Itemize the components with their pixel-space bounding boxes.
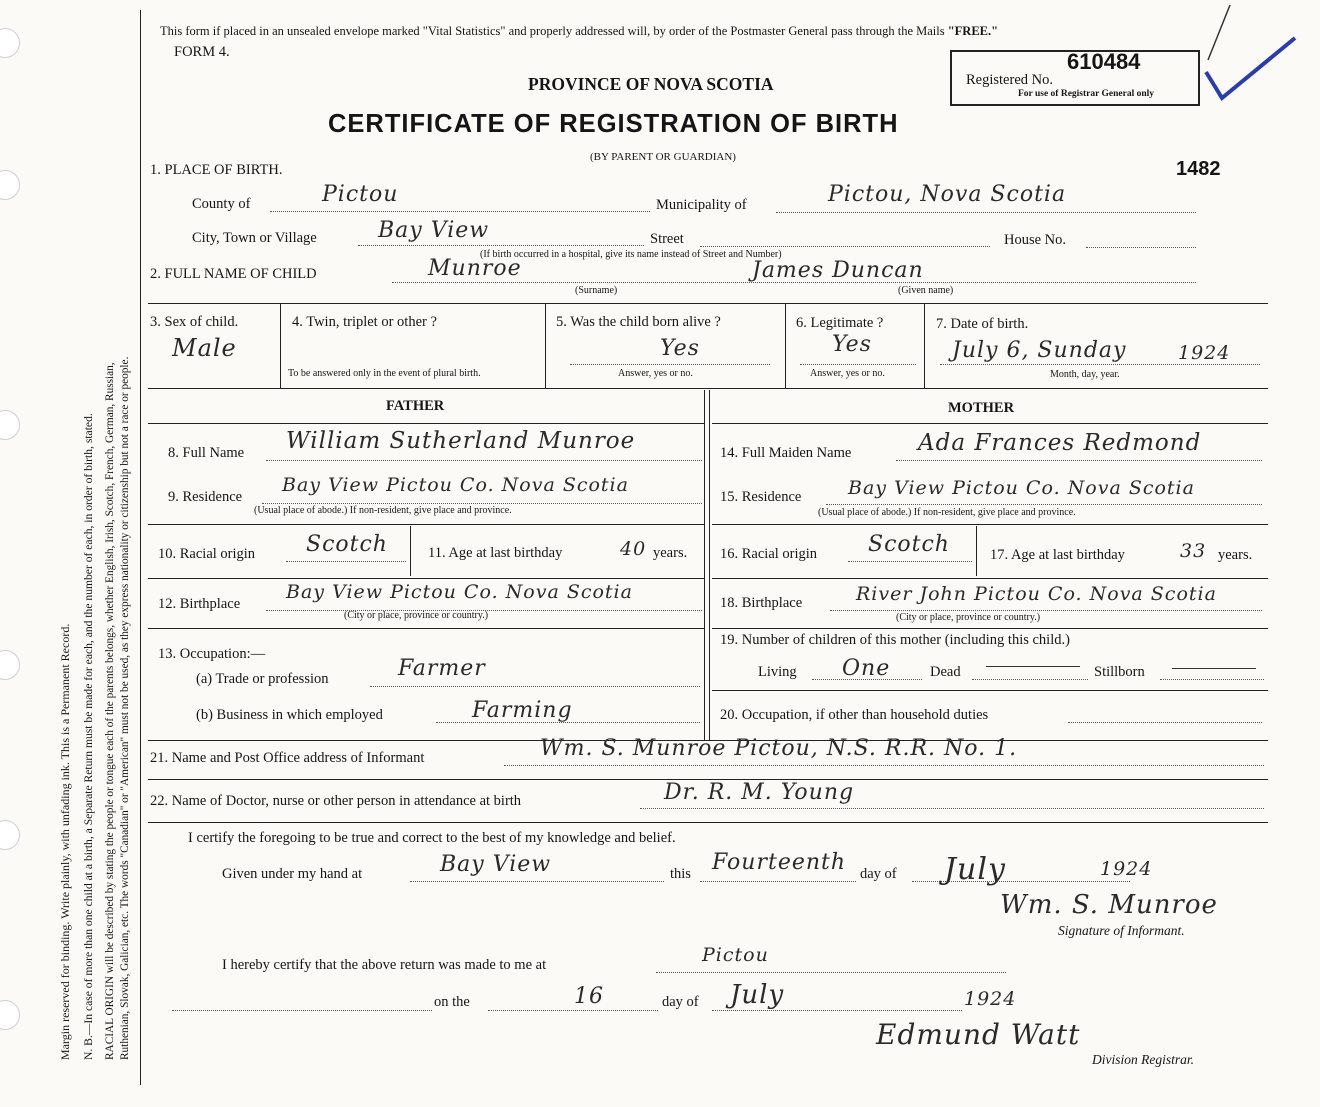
plural-birth-note: To be answered only in the event of plural birth. bbox=[288, 368, 481, 379]
father-race-value: Scotch bbox=[306, 532, 388, 557]
form-number: FORM 4. bbox=[174, 44, 230, 60]
father-years: years. bbox=[653, 545, 688, 561]
municipality-value: Pictou, Nova Scotia bbox=[828, 182, 1067, 207]
informant-signature-caption: Signature of Informant. bbox=[1058, 923, 1185, 938]
registrar-signature-caption: Division Registrar. bbox=[1092, 1052, 1195, 1067]
municipality-label: Municipality of bbox=[656, 197, 747, 213]
registrar-year: 1924 bbox=[964, 988, 1017, 1010]
house-number-label: House No. bbox=[1004, 232, 1067, 248]
mother-birthplace-value: River John Pictou Co. Nova Scotia bbox=[856, 583, 1217, 605]
registrar-month: July bbox=[730, 980, 785, 1010]
sex-label: 3. Sex of child. bbox=[150, 314, 239, 330]
certify-day: Fourteenth bbox=[712, 850, 847, 875]
city-value: Bay View bbox=[378, 218, 490, 243]
registrar-day: 16 bbox=[574, 984, 604, 1009]
registrar-certification-text: I hereby certify that the above return was made to me at bbox=[222, 957, 547, 973]
informant-label: 21. Name and Post Office address of Informant bbox=[150, 750, 425, 766]
father-age-value: 40 bbox=[620, 538, 647, 560]
living-value: One bbox=[842, 656, 891, 681]
trade-value: Farmer bbox=[398, 656, 486, 681]
born-alive-note: Answer, yes or no. bbox=[618, 368, 693, 379]
born-alive-label: 5. Was the child born alive ? bbox=[556, 314, 721, 330]
mother-name-label: 14. Full Maiden Name bbox=[720, 445, 852, 461]
hospital-note: (If birth occurred in a hospital, give its name instead of Street and Number) bbox=[480, 249, 782, 260]
informant-certification-text: I certify the foregoing to be true and correct to the best of my knowledge and belief. bbox=[188, 830, 676, 846]
province-heading: PROVINCE OF NOVA SCOTIA bbox=[528, 74, 774, 94]
mother-age-value: 33 bbox=[1180, 540, 1207, 562]
mail-notice: This form if placed in an unsealed envelope marked "Vital Statistics" and properly addressed will, by order of the Postmaster General pass through the Mails "FREE." bbox=[160, 24, 999, 38]
attendant-value: Dr. R. M. Young bbox=[664, 780, 855, 805]
father-age-label: 11. Age at last birthday bbox=[428, 545, 563, 561]
certify-year: 1924 bbox=[1100, 858, 1153, 880]
street-label: Street bbox=[650, 231, 684, 247]
registrar-place: Pictou bbox=[702, 944, 769, 966]
binding-line bbox=[140, 10, 141, 1085]
father-heading: FATHER bbox=[386, 398, 445, 414]
mother-race-label: 16. Racial origin bbox=[720, 546, 818, 562]
place-of-birth-label: 1. PLACE OF BIRTH. bbox=[150, 162, 283, 178]
registrar-day-of-label: day of bbox=[662, 994, 699, 1010]
mother-residence-label: 15. Residence bbox=[720, 489, 802, 505]
on-the-label: on the bbox=[434, 994, 470, 1010]
legitimate-note: Answer, yes or no. bbox=[810, 368, 885, 379]
registration-box bbox=[950, 50, 1200, 106]
registrar-signature: Edmund Watt bbox=[876, 1018, 1081, 1051]
mother-birthplace-label: 18. Birthplace bbox=[720, 595, 803, 611]
father-birthplace-note: (City or place, province or country.) bbox=[344, 610, 489, 621]
occupation-label: 13. Occupation:— bbox=[158, 646, 266, 662]
father-residence-value: Bay View Pictou Co. Nova Scotia bbox=[282, 474, 629, 496]
mother-birthplace-note: (City or place, province or country.) bbox=[896, 612, 1041, 623]
certify-month: July bbox=[944, 852, 1006, 887]
father-residence-note: (Usual place of abode.) If non-resident, give place and province. bbox=[254, 505, 512, 516]
given-at-place: Bay View bbox=[440, 852, 552, 877]
margin-note-4: Ruthenian, Slovak, Galician, etc. The words "Canadian" or "American" must not be used, as they express nationality or citizenship but not a race or people. bbox=[119, 356, 131, 1060]
birth-date-label: 7. Date of birth. bbox=[936, 316, 1029, 332]
certify-day-of-label: day of bbox=[860, 866, 897, 882]
legitimate-label: 6. Legitimate ? bbox=[796, 315, 884, 331]
business-label: (b) Business in which employed bbox=[196, 707, 383, 723]
binding-hole bbox=[0, 410, 20, 440]
mother-name-value: Ada Frances Redmond bbox=[918, 430, 1202, 456]
binding-hole bbox=[0, 820, 20, 850]
informant-value: Wm. S. Munroe Pictou, N.S. R.R. No. 1. bbox=[540, 736, 1018, 761]
this-label: this bbox=[670, 866, 691, 882]
birth-year-value: 1924 bbox=[1178, 342, 1231, 364]
birth-date-note: Month, day, year. bbox=[1050, 369, 1120, 380]
certificate-subtitle: (BY PARENT OR GUARDIAN) bbox=[590, 151, 736, 163]
child-given-name: James Duncan bbox=[752, 258, 924, 283]
stillborn-dash bbox=[1172, 668, 1256, 669]
children-count-label: 19. Number of children of this mother (including this child.) bbox=[720, 632, 1070, 648]
trade-label: (a) Trade or profession bbox=[196, 671, 329, 687]
mother-residence-note: (Usual place of abode.) If non-resident, give place and province. bbox=[818, 507, 1076, 518]
registration-number: 610484 bbox=[1067, 49, 1141, 74]
father-birthplace-value: Bay View Pictou Co. Nova Scotia bbox=[286, 581, 633, 603]
registration-note: For use of Registrar General only bbox=[1018, 89, 1155, 99]
mother-age-label: 17. Age at last birthday bbox=[990, 547, 1125, 563]
father-residence-label: 9. Residence bbox=[168, 489, 243, 505]
legitimate-value: Yes bbox=[832, 332, 872, 357]
binding-hole bbox=[0, 650, 20, 680]
mother-occupation-label: 20. Occupation, if other than household duties bbox=[720, 707, 989, 723]
check-mark-icon bbox=[1170, 0, 1310, 110]
child-surname: Munroe bbox=[428, 256, 522, 281]
mother-years: years. bbox=[1218, 547, 1253, 563]
binding-hole bbox=[0, 28, 20, 58]
margin-note-3: RACIAL ORIGIN will be described by stating the people or tongue each of the parents belongs, whether English, Irish, Scotch, French, German, Russian, bbox=[104, 362, 116, 1060]
dead-dash bbox=[986, 666, 1080, 667]
father-name-label: 8. Full Name bbox=[168, 445, 245, 461]
given-at-label: Given under my hand at bbox=[222, 866, 363, 882]
stillborn-label: Stillborn bbox=[1094, 664, 1145, 680]
father-race-label: 10. Racial origin bbox=[158, 546, 256, 562]
dead-label: Dead bbox=[930, 664, 961, 680]
father-birthplace-label: 12. Birthplace bbox=[158, 596, 241, 612]
margin-note-1: Margin reserved for binding. Write plainly, with unfading ink. This is a Permanent Record. bbox=[58, 623, 72, 1060]
city-label: City, Town or Village bbox=[192, 230, 317, 246]
surname-caption: (Surname) bbox=[575, 285, 618, 296]
plural-birth-label: 4. Twin, triplet or other ? bbox=[292, 314, 437, 330]
mother-heading: MOTHER bbox=[948, 400, 1015, 416]
county-value: Pictou bbox=[322, 182, 399, 207]
living-label: Living bbox=[758, 664, 797, 680]
binding-hole bbox=[0, 170, 20, 200]
informant-signature: Wm. S. Munroe bbox=[1000, 890, 1218, 920]
binding-hole bbox=[0, 1000, 20, 1030]
certificate-title: CERTIFICATE OF REGISTRATION OF BIRTH bbox=[328, 110, 899, 138]
birth-date-value: July 6, Sunday bbox=[952, 338, 1127, 363]
registration-label: Registered No. bbox=[966, 72, 1053, 88]
business-value: Farming bbox=[472, 698, 573, 723]
county-label: County of bbox=[192, 196, 251, 212]
given-name-caption: (Given name) bbox=[898, 285, 954, 296]
record-stamp-number: 1482 bbox=[1176, 158, 1221, 180]
mother-race-value: Scotch bbox=[868, 532, 950, 557]
attendant-label: 22. Name of Doctor, nurse or other person in attendance at birth bbox=[150, 793, 522, 809]
father-name-value: William Sutherland Munroe bbox=[286, 428, 636, 454]
margin-note-2: N. B.—In case of more than one child at a birth, a Separate Return must be made for each, and the number of each, in order of birth, stated. bbox=[82, 413, 95, 1060]
sex-value: Male bbox=[172, 334, 237, 362]
child-name-label: 2. FULL NAME OF CHILD bbox=[150, 266, 317, 282]
born-alive-value: Yes bbox=[660, 336, 700, 361]
mother-residence-value: Bay View Pictou Co. Nova Scotia bbox=[848, 477, 1195, 499]
